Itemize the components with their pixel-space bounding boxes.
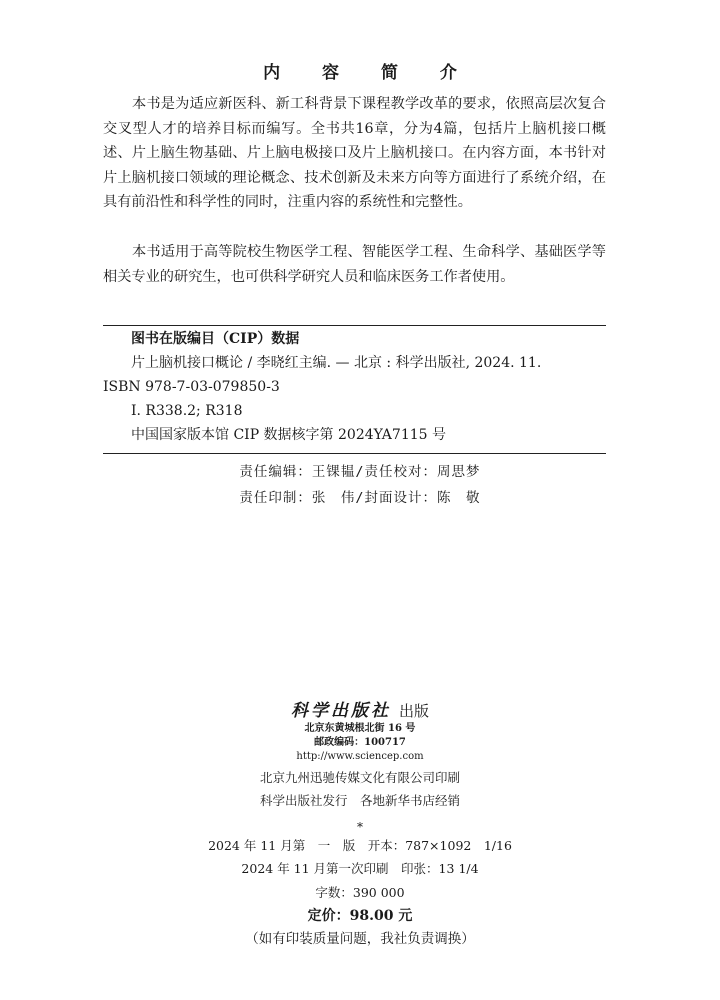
intro-paragraph-2: 本书适用于高等院校生物医学工程、智能医学工程、生命科学、基础医学等相关专业的研究生，也可供科学研究人员和临床医务工作者使用。 [103,244,606,285]
cip-heading: 图书在版编目（CIP）数据 [131,331,300,347]
price: 定价：98.00 元 [307,908,413,924]
intro-paragraph-1: 本书是为适应新医科、新工科背景下课程教学改革的要求，依照高层次复合交叉型人才的培养目标而编写。全书共16章，分为4篇，包括片上脑机接口概述、片上脑生物基础、片上脑电极接口及片上脑机接口。在内容方面，本书针对片上脑机接口领域的理论概念、技术创新及未来方向等方面进行了系统介绍，在具有前沿性和科学性的同时，注重内容的系统性和完整性。 [103,96,606,211]
edition-line: 2024 年 11 月第 一 版 开本：787×1092 1/16 [208,838,512,853]
publisher-row [0,696,720,721]
publisher-logo: 科学出版社 [290,701,391,721]
cip-record-line: 中国国家版本馆 CIP 数据核字第 2024YA7115 号 [131,427,446,443]
staff-editors-line: 责任编辑：王锞韫/责任校对：周思梦 [239,464,481,480]
cip-isbn-line: ISBN 978-7-03-079850-3 [103,379,280,395]
printing-line: 2024 年 11 月第一次印刷 印张：13 1/4 [241,861,479,876]
page-title: 内 容 简 介 [263,63,475,83]
separator-star: * [357,820,363,834]
publisher-address: 北京东黄城根北街 16 号 [304,723,416,734]
distribution-line: 科学出版社发行 各地新华书店经销 [259,793,460,808]
printer-line: 北京九州迅驰传媒文化有限公司印刷 [259,770,460,785]
word-count: 字数：390 000 [315,885,405,900]
cip-classification-line: Ⅰ. R338.2; R318 [131,403,243,419]
staff-production-line: 责任印制：张 伟/封面设计：陈 敬 [239,490,481,506]
cip-bottom-divider [103,453,606,454]
quality-notice: （如有印装质量问题，我社负责调换） [245,931,475,947]
publisher-suffix: 出版 [398,702,429,720]
publisher-url: http://www.sciencep.com [296,751,424,762]
cip-title-line: 片上脑机接口概论 / 李晓红主编. — 北京 : 科学出版社, 2024. 11. [131,355,542,371]
cip-top-divider [103,325,606,326]
publisher-postcode: 邮政编码：100717 [314,737,406,748]
